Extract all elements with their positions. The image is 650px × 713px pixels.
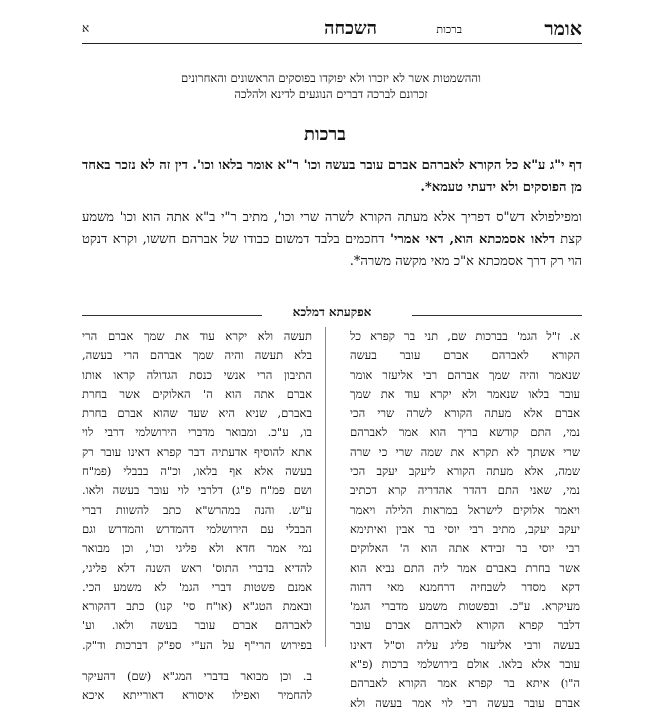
commentary-divider — [82, 305, 582, 321]
commentary-title: אפקעתא דמלכא — [292, 305, 372, 319]
column-line: נמי, התם קודשא בריך הוא אמר לאברהם — [350, 425, 580, 440]
paragraph-text: ומפילפולא דש"ס דפריך אלא מעתה הקורא לשרה שרי וכו', מתיב ר"י ב"א אתה הוא וכו' משמע קצת — [82, 210, 582, 247]
column-line: עובר בלאו שנאמר ולא יקרא עוד את שמך — [350, 386, 580, 401]
column-separator — [325, 327, 326, 647]
commentary-column-right — [350, 327, 580, 713]
column-line: ב. וכן מבואר בדברי המג"א (שם) דהעיקר — [82, 669, 312, 684]
column-line: אתא להוסיף אדעתיה דבר קפרא דאינו עובר רק — [82, 444, 312, 459]
column-line: בו, ע"כ. ומבואר מדברי הירושלמי דרבי לוי — [82, 425, 312, 440]
column-line: שרי אשתך לא תקרא את שמה שרי כי שרה — [350, 444, 580, 459]
column-line: ה"ו) איתא בר קפרא אמר הקורא לאברהם — [350, 676, 580, 691]
column-line: ויאמר אלוקים לישראל במראות הלילה ויאמר — [350, 502, 580, 517]
column-line: לאברהם אברם עובר בעשה ולאו. וע' — [82, 618, 312, 633]
column-line: א. ז"ל הגמ' בברכות שם, תני בר קפרא כל — [350, 329, 580, 343]
column-line: בעשה ורבי אליעזר פליג עליה וס"ל דאינו — [350, 637, 580, 652]
section-title: ברכות — [304, 124, 346, 145]
column-line: עובר אלא בלאו. אולם בירושלמי ברכות (פ"א — [350, 657, 580, 672]
column-line: הקורא לאברהם אברם עובר בעשה — [350, 348, 580, 363]
column-line: הבבלי עם הירושלמי דהמדרש והמדרש וגם — [82, 521, 312, 536]
column-line: התיבון הרי אנשי כנסת הגדולה קראו אותו — [82, 367, 312, 382]
column-line: בפירוש הרי"ף על הע"י ספ"ק דברכות וד"ק. — [82, 637, 312, 652]
column-line: אמנם פשטות דברי הגמ' לא משמע הכי. — [82, 579, 312, 594]
paragraph-text: דחכמים בלבד דמשום כבודו של אברהם חששו, וקרא דנקט הוי רק דרך אסמכתא א"כ מאי מקשה משרה*. — [82, 232, 582, 269]
paragraph-bold-text: דלאו אסמכתא הוא, דאי אמרי' — [390, 232, 555, 247]
divider-line — [412, 315, 582, 316]
column-line: אברם אלא מעתה הקורא לשרה שרי הכי — [350, 406, 580, 421]
page-header — [82, 15, 582, 44]
main-paragraph-1: דף י"ג ע"א כל הקורא לאברהם אברם עובר בעשה וכו' ר"א אומר בלאו וכו'. דין זה לא נזכר באחד מן הפוסקים ולא ידעתי טעמא*. — [82, 158, 582, 195]
divider-line — [82, 315, 262, 316]
column-line: באברם, שניא היא שעד שהוא אברם בחרת — [82, 406, 312, 421]
column-line: רבי יוסי בר זבידא אתה הוא ה' האלוקים — [350, 541, 580, 556]
main-paragraph-2 — [82, 207, 582, 273]
column-line: בעשה אלא אף בלאו, וכ"ה בבבלי (פמ"ח — [82, 464, 312, 479]
column-line: מעיקרא. ע"כ. ובפשטות משמע מדברי הגמ' — [350, 599, 580, 614]
commentary-column-left — [82, 327, 312, 706]
column-line: ע"ש. והנה במהרש"א כתב להשוות דברי — [82, 502, 312, 517]
header-running-title: אומר — [544, 18, 582, 40]
column-line: שנאמר והיה שמך אברהם רבי אליעזר אומר — [350, 367, 580, 382]
column-line: יעקב יעקב, מתיב רבי יוסי בר אבין ואיתימא — [350, 521, 580, 536]
column-line — [82, 655, 312, 667]
column-line: להדיא בדברי התוס' ראש השנה דלא פליגי, — [82, 560, 312, 575]
column-line: בלא תעשה והיה שמך אברהם הרי בעשה, — [82, 348, 312, 363]
column-line: דקא מסדר לשבחיה דרחמנא מאי דהוה — [350, 579, 580, 594]
column-line: דלבר קפרא הקורא לאברהם אברם עובר — [350, 618, 580, 633]
intro-line: זכרונם לברכה דברים הנוגעים לדינא ולהלכה — [234, 87, 428, 101]
header-tractate: ברכות — [436, 23, 462, 36]
column-line: נמי, שאני התם דהדר אהדריה קרא דכתיב — [350, 483, 580, 498]
column-line: ושם פמ"ח פ"ג) דלרבי לוי עובר בעשה ולאו. — [82, 483, 312, 498]
column-line: נמי אמר חדא ולא פליגי וכו', וכן מבואר — [82, 541, 312, 556]
column-line: אברם אתה הוא ה' האלוקים אשר בחרת — [82, 386, 312, 401]
intro-line: וההשמטות אשר לא יזכרו ולא יפוקדו בפוסקים הראשונים והאחרונים — [181, 71, 481, 85]
column-line: תעשה ולא יקרא עוד את שמך אברם הרי — [82, 329, 312, 343]
header-page-letter: א — [82, 21, 90, 35]
column-line: שמה, אלא מעתה הקורא ליעקב יעקב הכי — [350, 464, 580, 479]
column-line: אשר בחרת באברם אמר ליה התם נביא הוא — [350, 560, 580, 575]
column-line: להחמיר ואפילו איסורא דאורייתא איכא — [82, 688, 312, 703]
intro-text — [82, 70, 580, 102]
column-line: אברם עובר בעשה רבי לוי אמר בעשה ולא — [350, 695, 580, 710]
header-book-title: השכחה — [324, 18, 377, 39]
column-line: ובאמת הטג"א (או"ח סי' קנו) כתב דהקורא — [82, 599, 312, 614]
